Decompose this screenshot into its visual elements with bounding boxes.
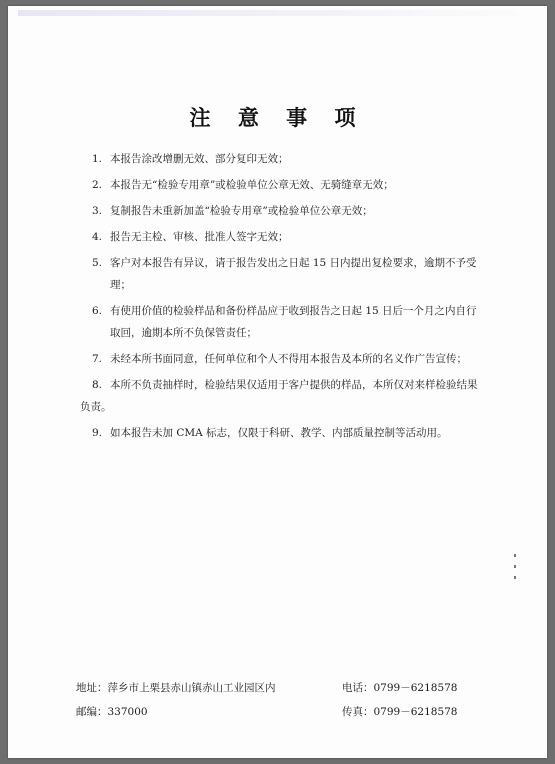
note-continuation: 取回，逾期本所不负保管责任； [110, 327, 257, 339]
note-number: 3. [91, 205, 102, 217]
scan-header-strip [18, 10, 518, 16]
contact-footer [76, 676, 476, 724]
phone-text: 电话：0799－6218578 [342, 682, 458, 694]
note-text: 有使用价值的检验样品和备份样品应于收到报告之日起 15 日后一个月之内自行 [110, 305, 477, 317]
fax-text: 传真：0799－6218578 [342, 706, 458, 718]
note-item [80, 346, 510, 372]
note-text: 本所不负责抽样时，检验结果仅适用于客户提供的样品，本所仅对来样检验结果 [110, 379, 478, 391]
note-number: 5. [91, 257, 102, 269]
note-text: 如本报告未加 CMA 标志，仅限于科研、教学、内部质量控制等活动用。 [110, 427, 448, 439]
note-text: 本报告无“检验专用章”或检验单位公章无效、无骑缝章无效； [110, 179, 394, 191]
note-item [80, 198, 510, 224]
document-page [8, 6, 547, 758]
scan-specks [514, 554, 518, 584]
note-number: 4. [91, 231, 102, 243]
note-text: 复制报告未重新加盖“检验专用章”或检验单位公章无效； [110, 205, 373, 217]
note-item [80, 298, 510, 346]
note-text: 未经本所书面同意，任何单位和个人不得用本报告及本所的名义作广告宣传； [110, 353, 467, 365]
note-text: 报告无主检、审核、批准人签字无效； [110, 231, 289, 243]
note-item [80, 146, 510, 172]
note-number: 2. [91, 179, 102, 191]
note-continuation: 负责。 [80, 401, 112, 413]
page-title: 注 意 事 项 [189, 105, 366, 130]
note-text: 本报告涂改增删无效、部分复印无效； [110, 153, 289, 165]
note-number: 6. [91, 305, 102, 317]
postcode-text: 邮编：337000 [76, 706, 148, 718]
footer-row [76, 676, 476, 700]
address-text: 地址：萍乡市上栗县赤山镇赤山工业园区内 [76, 682, 276, 694]
note-number: 9. [91, 427, 102, 439]
footer-row [76, 700, 476, 724]
note-continuation: 理； [110, 279, 131, 291]
note-item [80, 172, 510, 198]
note-number: 8. [91, 379, 102, 391]
note-number: 7. [91, 353, 102, 365]
note-item [80, 224, 510, 250]
note-item [80, 420, 510, 446]
note-text: 客户对本报告有异议，请于报告发出之日起 15 日内提出复检要求，逾期不予受 [110, 257, 477, 269]
notes-list [80, 146, 510, 446]
note-item [80, 372, 510, 420]
note-number: 1. [91, 153, 102, 165]
note-item [80, 250, 510, 298]
